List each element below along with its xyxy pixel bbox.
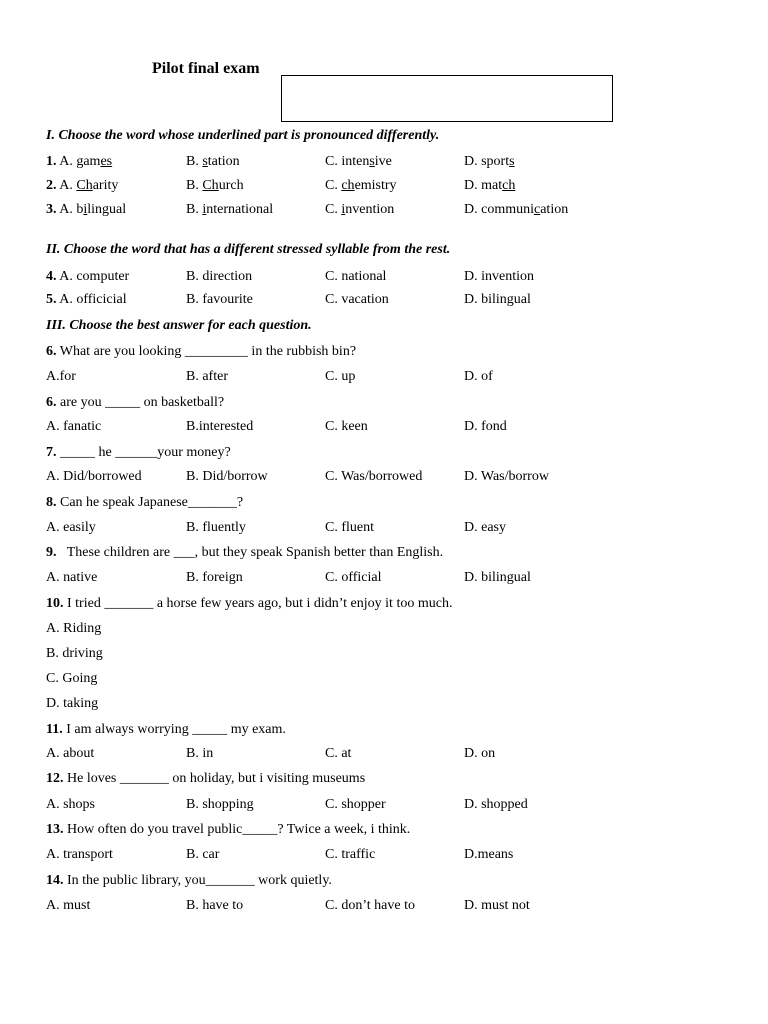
- option-b: B. shopping: [186, 797, 254, 812]
- option-b: B. have to: [186, 898, 244, 913]
- option-d: D. shopped: [464, 797, 528, 812]
- question-row-3: [0, 202, 768, 222]
- option-d: D. of: [464, 369, 493, 384]
- answer-row: [0, 369, 768, 389]
- answer-row: [0, 419, 768, 439]
- answer-row: [0, 469, 768, 489]
- option-d: D. invention: [464, 269, 534, 284]
- answer-row: [0, 570, 768, 590]
- option-d: D. taking: [46, 696, 99, 711]
- option-c: C. fluent: [325, 520, 374, 535]
- option-a: A. Did/borrowed: [46, 469, 142, 484]
- option-b: B. after: [186, 369, 228, 384]
- option-b: B. direction: [186, 269, 253, 284]
- option-a: A. transport: [46, 847, 113, 862]
- section-1-heading: I. Choose the word whose underlined part is pronounced differently.: [46, 128, 440, 143]
- option-d: D. communication: [464, 202, 569, 217]
- option-c: C. shopper: [325, 797, 386, 812]
- option-d: D. Was/borrow: [464, 469, 549, 484]
- option-a: A. native: [46, 570, 98, 585]
- option-b: B. favourite: [186, 292, 253, 307]
- option-d: D. match: [464, 178, 516, 193]
- option-b: B. in: [186, 746, 214, 761]
- section-2-heading: II. Choose the word that has a different stressed syllable from the rest.: [46, 242, 451, 257]
- option-c: C. invention: [325, 202, 395, 217]
- option-d: D. sports: [464, 154, 515, 169]
- option-a: A.for: [46, 369, 76, 384]
- option-c: C. keen: [325, 419, 368, 434]
- question-stem: 8. Can he speak Japanese_______?: [46, 495, 244, 510]
- question-row-2: [0, 178, 768, 198]
- question-stem: 12. He loves _______ on holiday, but i visiting museums: [46, 771, 366, 786]
- option-d: D. bilingual: [464, 570, 531, 585]
- answer-row: [0, 746, 768, 766]
- section-3-heading: III. Choose the best answer for each question.: [46, 318, 312, 333]
- option-a: 5. A. officicial: [46, 292, 127, 307]
- question-stem: 6. are you _____ on basketball?: [46, 395, 225, 410]
- option-c: C. vacation: [325, 292, 389, 307]
- question-stem: 7. _____ he ______your money?: [46, 445, 231, 460]
- option-c: C. intensive: [325, 154, 392, 169]
- option-c: C. traffic: [325, 847, 376, 862]
- option-c: C. Going: [46, 671, 98, 686]
- option-c: C. chemistry: [325, 178, 397, 193]
- question-row-4: [0, 269, 768, 289]
- name-box[interactable]: [281, 75, 613, 122]
- exam-title: Pilot final exam: [152, 60, 260, 77]
- question-stem: 10. I tried _______ a horse few years ago, but i didn’t enjoy it too much.: [46, 596, 453, 611]
- question-row-5: [0, 292, 768, 312]
- option-b: B. station: [186, 154, 240, 169]
- option-a: 3. A. bilingual: [46, 202, 127, 217]
- option-c: C. Was/borrowed: [325, 469, 423, 484]
- option-a: A. easily: [46, 520, 96, 535]
- answer-row: [0, 797, 768, 817]
- answer-row: [0, 898, 768, 918]
- option-d: D. on: [464, 746, 496, 761]
- option-b: B. car: [186, 847, 220, 862]
- option-d: D. fond: [464, 419, 507, 434]
- option-a: 1. A. games: [46, 154, 113, 169]
- answer-row: [0, 847, 768, 867]
- option-c: C. up: [325, 369, 356, 384]
- option-a: A. fanatic: [46, 419, 102, 434]
- option-b: B.interested: [186, 419, 254, 434]
- question-stem: 9. These children are ___, but they speak Spanish better than English.: [46, 545, 444, 560]
- option-c: C. official: [325, 570, 382, 585]
- question-row-1: [0, 154, 768, 174]
- option-a: 4. A. computer: [46, 269, 130, 284]
- option-c: C. at: [325, 746, 352, 761]
- question-stem: 6. What are you looking _________ in the rubbish bin?: [46, 344, 357, 359]
- option-c: C. national: [325, 269, 387, 284]
- option-b: B. driving: [46, 646, 103, 661]
- option-b: B. Church: [186, 178, 244, 193]
- option-b: B. Did/borrow: [186, 469, 268, 484]
- option-b: B. fluently: [186, 520, 246, 535]
- option-a: A. about: [46, 746, 95, 761]
- answer-row: [0, 520, 768, 540]
- option-d: D. easy: [464, 520, 506, 535]
- option-d: D. bilingual: [464, 292, 531, 307]
- question-stem: 13. How often do you travel public_____? Twice a week, i think.: [46, 822, 411, 837]
- option-a: 2. A. Charity: [46, 178, 119, 193]
- option-a: A. must: [46, 898, 91, 913]
- option-a: A. Riding: [46, 621, 102, 636]
- option-b: B. international: [186, 202, 274, 217]
- option-c: C. don’t have to: [325, 898, 415, 913]
- question-stem: 14. In the public library, you_______ work quietly.: [46, 873, 332, 888]
- question-stem: 11. I am always worrying _____ my exam.: [46, 722, 286, 737]
- option-d: D.means: [464, 847, 514, 862]
- option-a: A. shops: [46, 797, 96, 812]
- option-b: B. foreign: [186, 570, 243, 585]
- option-d: D. must not: [464, 898, 530, 913]
